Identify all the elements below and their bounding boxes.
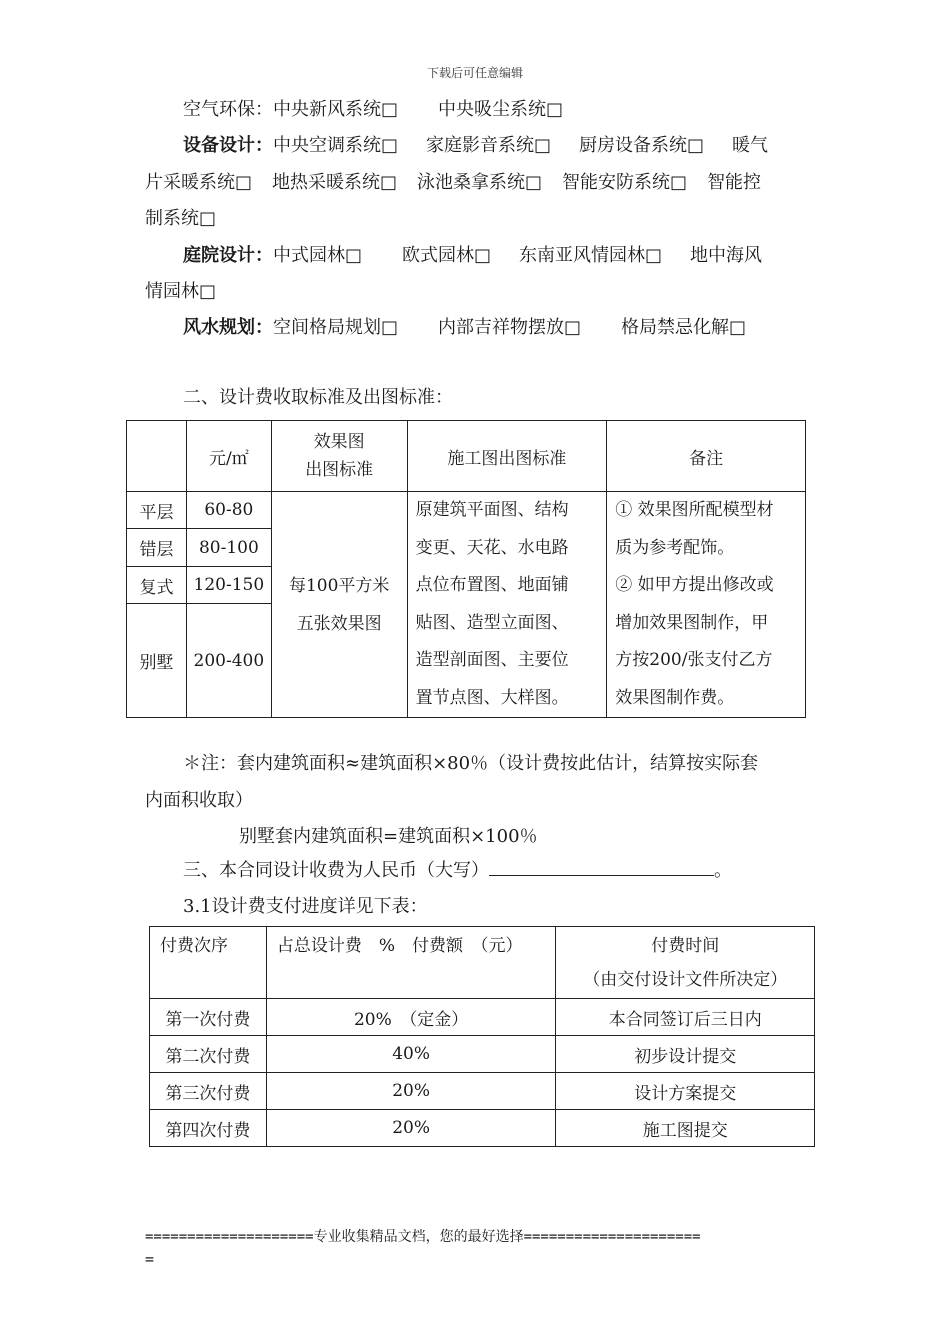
pay-pct: 20%: [266, 1073, 556, 1110]
fee-header-price: 元/㎡: [186, 421, 271, 492]
air-line: [145, 92, 848, 128]
garden-opt: 情园林□: [145, 281, 217, 302]
equipment-opt: 泳池桑拿系统□: [417, 172, 543, 193]
garden-label: 庭院设计：: [183, 245, 273, 266]
payment-row: [150, 1036, 815, 1073]
render-standard: 每100平方米 五张效果图: [271, 492, 407, 718]
fee-type: 别墅: [127, 604, 187, 718]
garden-opt: 欧式园林□: [402, 245, 492, 266]
fee-header-render: 效果图 出图标准: [271, 421, 407, 492]
pay-header-order: 付费次序: [150, 927, 267, 999]
pay-order: 第一次付费: [150, 999, 267, 1036]
fee-type: 复式: [127, 566, 187, 603]
fengshui-line: [145, 310, 848, 346]
fengshui-label: 风水规划：: [183, 317, 273, 338]
fee-price: 80-100: [186, 529, 271, 566]
equipment-line-1: [145, 128, 848, 164]
payment-row: [150, 1073, 815, 1110]
fengshui-opt: 内部吉祥物摆放□: [438, 317, 582, 338]
pay-pct: 40%: [266, 1036, 556, 1073]
equipment-opt: 智能安防系统□: [562, 172, 688, 193]
garden-opt: 地中海风: [690, 245, 763, 266]
equipment-opt: 制系统□: [145, 208, 217, 229]
pay-pct: 20% （定金）: [266, 999, 556, 1036]
equipment-opt: 暖气: [732, 135, 769, 156]
equipment-label: 设备设计：: [183, 135, 273, 156]
equipment-opt: 厨房设备系统□: [579, 135, 705, 156]
construction-standard: 原建筑平面图、结构 变更、天花、水电路 点位布置图、地面铺 贴图、造型立面图、 造型剖面图、主要位 置节点图、大样图。: [407, 492, 607, 718]
garden-opt: 中式园林□: [273, 245, 363, 266]
fee-price: 200-400: [186, 604, 271, 718]
pay-pct: 20%: [266, 1110, 556, 1147]
air-label: 空气环保：: [183, 99, 273, 120]
pay-time: 初步设计提交: [556, 1036, 815, 1073]
fengshui-opt: 空间格局规划□: [273, 317, 399, 338]
equipment-opt: 智能控: [707, 172, 762, 193]
note-line-1: ＊注：套内建筑面积≈建筑面积×80％（设计费按此估计，结算按实际套: [183, 753, 759, 774]
pay-order: 第三次付费: [150, 1073, 267, 1110]
amount-blank: [489, 857, 714, 876]
equipment-line-2: [145, 165, 810, 201]
section-3-1-title: 3.1设计费支付进度详见下表：: [183, 896, 428, 917]
equipment-opt: 地热采暖系统□: [272, 172, 398, 193]
equipment-line-3: [145, 201, 810, 237]
payment-row: [150, 1110, 815, 1147]
section-3-line: [145, 853, 848, 889]
fengshui-opt: 格局禁忌化解□: [621, 317, 747, 338]
section-3-title: 三、本合同设计收费为人民币（大写）: [183, 860, 489, 881]
fee-row: [127, 492, 806, 529]
pay-header-pct: 占总设计费 % 付费额 （元）: [266, 927, 556, 999]
footer-line-1: ====================专业收集精品文档，您的最好选择=====================: [145, 1229, 701, 1245]
fee-type: 错层: [127, 529, 187, 566]
fee-header-construction: 施工图出图标准: [407, 421, 607, 492]
note-line-3: 别墅套内建筑面积=建筑面积×100％: [239, 826, 538, 847]
pay-time: 施工图提交: [556, 1110, 815, 1147]
garden-line-1: [145, 238, 848, 274]
fee-type: 平层: [127, 492, 187, 529]
payment-table: [149, 926, 815, 1147]
footer: [145, 1226, 810, 1270]
fee-header-remarks: 备注: [607, 421, 806, 492]
pay-order: 第四次付费: [150, 1110, 267, 1147]
fee-price: 60-80: [186, 492, 271, 529]
remarks: ① 效果图所配模型材 质为参考配饰。 ② 如甲方提出修改或 增加效果图制作，甲 方按200/张支付乙方 效果图制作费。: [607, 492, 806, 718]
header-note: 下载后可任意编辑: [426, 66, 523, 80]
equipment-opt: 中央空调系统□: [273, 135, 399, 156]
pay-order: 第二次付费: [150, 1036, 267, 1073]
section-3-end: 。: [714, 860, 732, 881]
equipment-opt: 家庭影音系统□: [426, 135, 552, 156]
air-opt-2: 中央吸尘系统□: [438, 99, 564, 120]
fee-table: [126, 420, 806, 718]
garden-opt: 东南亚风情园林□: [519, 245, 663, 266]
pay-header-time: 付费时间 （由交付设计文件所决定）: [556, 927, 815, 999]
payment-row: [150, 999, 815, 1036]
footer-line-2: =: [145, 1250, 155, 1268]
fee-price: 120-150: [186, 566, 271, 603]
air-opt-1: 中央新风系统□: [273, 99, 399, 120]
pay-time: 本合同签订后三日内: [556, 999, 815, 1036]
payment-header-row: [150, 927, 815, 999]
note-line-2: 内面积收取）: [145, 790, 253, 811]
equipment-opt: 片采暖系统□: [145, 172, 253, 193]
section-2-title: 二、设计费收取标准及出图标准：: [183, 387, 453, 408]
pay-time: 设计方案提交: [556, 1073, 815, 1110]
garden-line-2: [145, 274, 810, 310]
fee-header-empty: [127, 421, 187, 492]
